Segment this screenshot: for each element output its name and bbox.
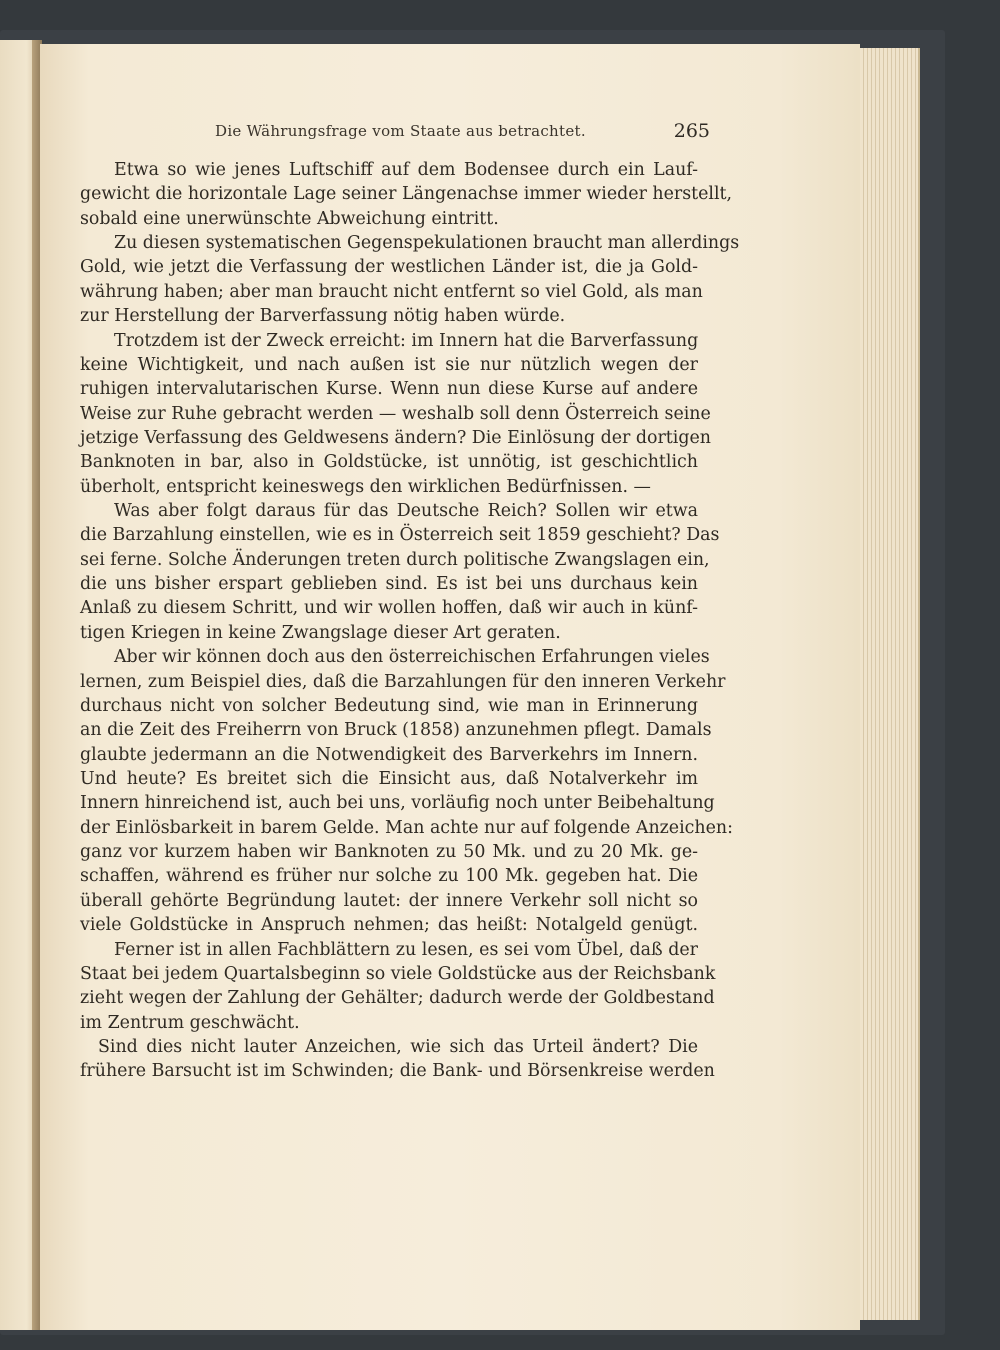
text-line: Ferner ist in allen Fachblättern zu lesen, es sei vom Übel, daß der <box>114 939 698 960</box>
text-line: durchaus nicht von solcher Bedeutung sind, wie man in Erinnerung <box>80 695 698 716</box>
text-line: Innern hinreichend ist, auch bei uns, vorläufig noch unter Beibehaltung <box>80 793 715 814</box>
text-line: lernen, zum Beispiel dies, daß die Barzahlungen für den inneren Verkehr <box>80 671 726 692</box>
text-line: tigen Kriegen in keine Zwangslage dieser Art geraten. <box>80 622 561 643</box>
text-line: überholt, entspricht keineswegs den wirklichen Bedürfnissen. — <box>80 476 651 497</box>
text-line: überall gehörte Begründung lautet: der innere Verkehr soll nicht so <box>80 890 698 911</box>
text-line: schaffen, während es früher nur solche zu 100 Mk. gegeben hat. Die <box>80 866 698 887</box>
text-line: die uns bisher erspart geblieben sind. Es ist bei uns durchaus kein <box>80 574 698 595</box>
text-line: sei ferne. Solche Änderungen treten durch politische Zwangslagen ein, <box>80 549 710 570</box>
text-line: glaubte jedermann an die Notwendigkeit des Barverkehrs im Innern. <box>80 744 698 765</box>
text-line: ganz vor kurzem haben wir Banknoten zu 50 Mk. und zu 20 Mk. ge- <box>80 842 698 863</box>
text-line: die Barzahlung einstellen, wie es in Österreich seit 1859 geschieht? Das <box>80 525 720 546</box>
text-line: Weise zur Ruhe gebracht werden — weshalb soll denn Österreich seine <box>80 403 711 424</box>
text-line: an die Zeit des Freiherrn von Bruck (1858) anzunehmen pflegt. Damals <box>80 720 712 741</box>
text-line: zieht wegen der Zahlung der Gehälter; dadurch werde der Goldbestand <box>80 988 715 1009</box>
running-title: Die Währungsfrage vom Staate aus betrachtet. <box>215 122 586 140</box>
text-line: Staat bei jedem Quartalsbeginn so viele Goldstücke aus der Reichsbank <box>80 963 716 984</box>
text-line: Banknoten in bar, also in Goldstücke, ist unnötig, ist geschichtlich <box>80 452 698 473</box>
text-line: gewicht die horizontale Lage seiner Längenachse immer wieder herstellt, <box>80 184 733 205</box>
text-line: Was aber folgt daraus für das Deutsche Reich? Sollen wir etwa <box>114 501 698 522</box>
page-header <box>160 118 720 148</box>
text-line: frühere Barsucht ist im Schwinden; die Bank- und Börsenkreise werden <box>80 1061 715 1082</box>
page-number: 265 <box>673 120 710 142</box>
text-line: Anlaß zu diesem Schritt, und wir wollen hoffen, daß wir auch in künf- <box>80 598 698 619</box>
text-line: ruhigen intervalutarischen Kurse. Wenn nun diese Kurse auf andere <box>80 379 698 400</box>
text-line: Und heute? Es breitet sich die Einsicht aus, daß Notalverkehr im <box>80 768 698 789</box>
text-line: zur Herstellung der Barverfassung nötig haben würde. <box>80 306 566 327</box>
text-line: viele Goldstücke in Anspruch nehmen; das heißt: Notalgeld genügt. <box>80 915 698 936</box>
text-line: Etwa so wie jenes Luftschiff auf dem Bodensee durch ein Lauf- <box>114 160 698 180</box>
body-text <box>80 158 740 1084</box>
text-line: keine Wichtigkeit, und nach außen ist sie nur nützlich wegen der <box>80 354 698 375</box>
text-line: Zu diesen systematischen Gegenspekulationen braucht man allerdings <box>114 233 740 254</box>
text-line: Sind dies nicht lauter Anzeichen, wie sich das Urteil ändert? Die <box>98 1036 698 1057</box>
text-line: Gold, wie jetzt die Verfassung der westlichen Länder ist, die ja Gold- <box>80 257 698 278</box>
text-line: Trotzdem ist der Zweck erreicht: im Innern hat die Barverfassung <box>114 330 699 351</box>
text-line: sobald eine unerwünschte Abweichung eintritt. <box>80 208 499 229</box>
text-line: der Einlösbarkeit in barem Gelde. Man achte nur auf folgende Anzeichen: <box>80 817 733 838</box>
page-stack-edges <box>852 48 920 1320</box>
text-line: währung haben; aber man braucht nicht entfernt so viel Gold, als man <box>80 281 703 302</box>
text-line: im Zentrum geschwächt. <box>80 1012 300 1033</box>
text-line: jetzige Verfassung des Geldwesens ändern? Die Einlösung der dortigen <box>80 427 711 448</box>
text-line: Aber wir können doch aus den österreichischen Erfahrungen vieles <box>114 647 710 668</box>
